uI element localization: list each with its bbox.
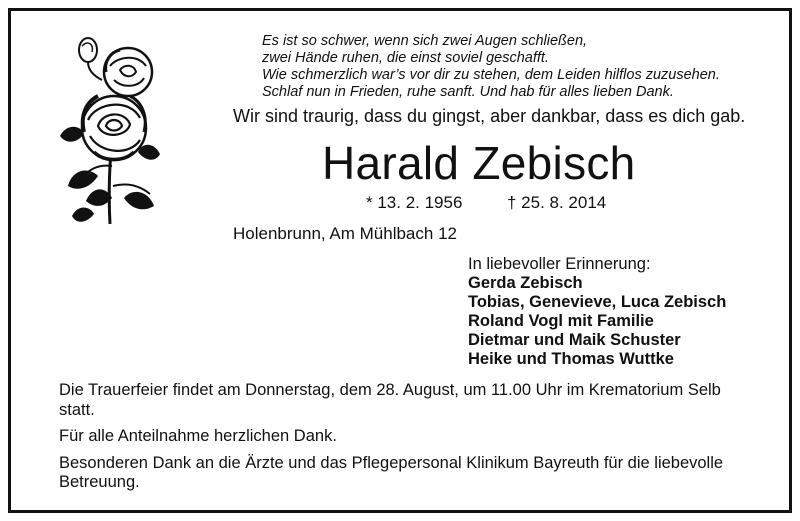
notices [59, 381, 759, 500]
poem-line: Wie schmerzlich war’s vor dir zu stehen, dem Leiden hilflos zuzusehen. [262, 67, 720, 83]
thanks-notice: Für alle Anteilnahme herzlichen Dank. [59, 427, 337, 445]
mourner-name: Roland Vogl mit Familie [468, 312, 654, 330]
mourner-name: Heike und Thomas Wuttke [468, 350, 674, 368]
funeral-notice: Die Trauerfeier findet am Donnerstag, dem 28. August, um 11.00 Uhr im Krematorium Selb statt. [59, 381, 721, 419]
mourners-block [468, 255, 726, 369]
birth-date: * 13. 2. 1956 [366, 193, 463, 212]
mourner-name: Dietmar und Maik Schuster [468, 331, 681, 349]
address: Holenbrunn, Am Mühlbach 12 [233, 224, 457, 243]
mourner-name: Tobias, Genevieve, Luca Zebisch [468, 293, 727, 311]
death-date: † 25. 8. 2014 [507, 193, 607, 212]
poem-line: Schlaf nun in Frieden, ruhe sanft. Und hab für alles lieben Dank. [262, 84, 674, 100]
mourners-intro: In liebevoller Erinnerung: [468, 255, 651, 273]
rose-icon [58, 36, 168, 226]
special-thanks-notice: Besonderen Dank an die Ärzte und das Pflegepersonal Klinikum Bayreuth für die liebevolle Betreuung. [59, 453, 724, 491]
deceased-name: Harald Zebisch [322, 137, 636, 189]
poem-line: zwei Hände ruhen, die einst soviel geschafft. [262, 50, 549, 66]
motto: Wir sind traurig, dass du gingst, aber dankbar, dass es dich gab. [233, 106, 746, 126]
poem [262, 33, 720, 101]
poem-line: Es ist so schwer, wenn sich zwei Augen schließen, [262, 33, 588, 49]
mourner-name: Gerda Zebisch [468, 274, 583, 292]
